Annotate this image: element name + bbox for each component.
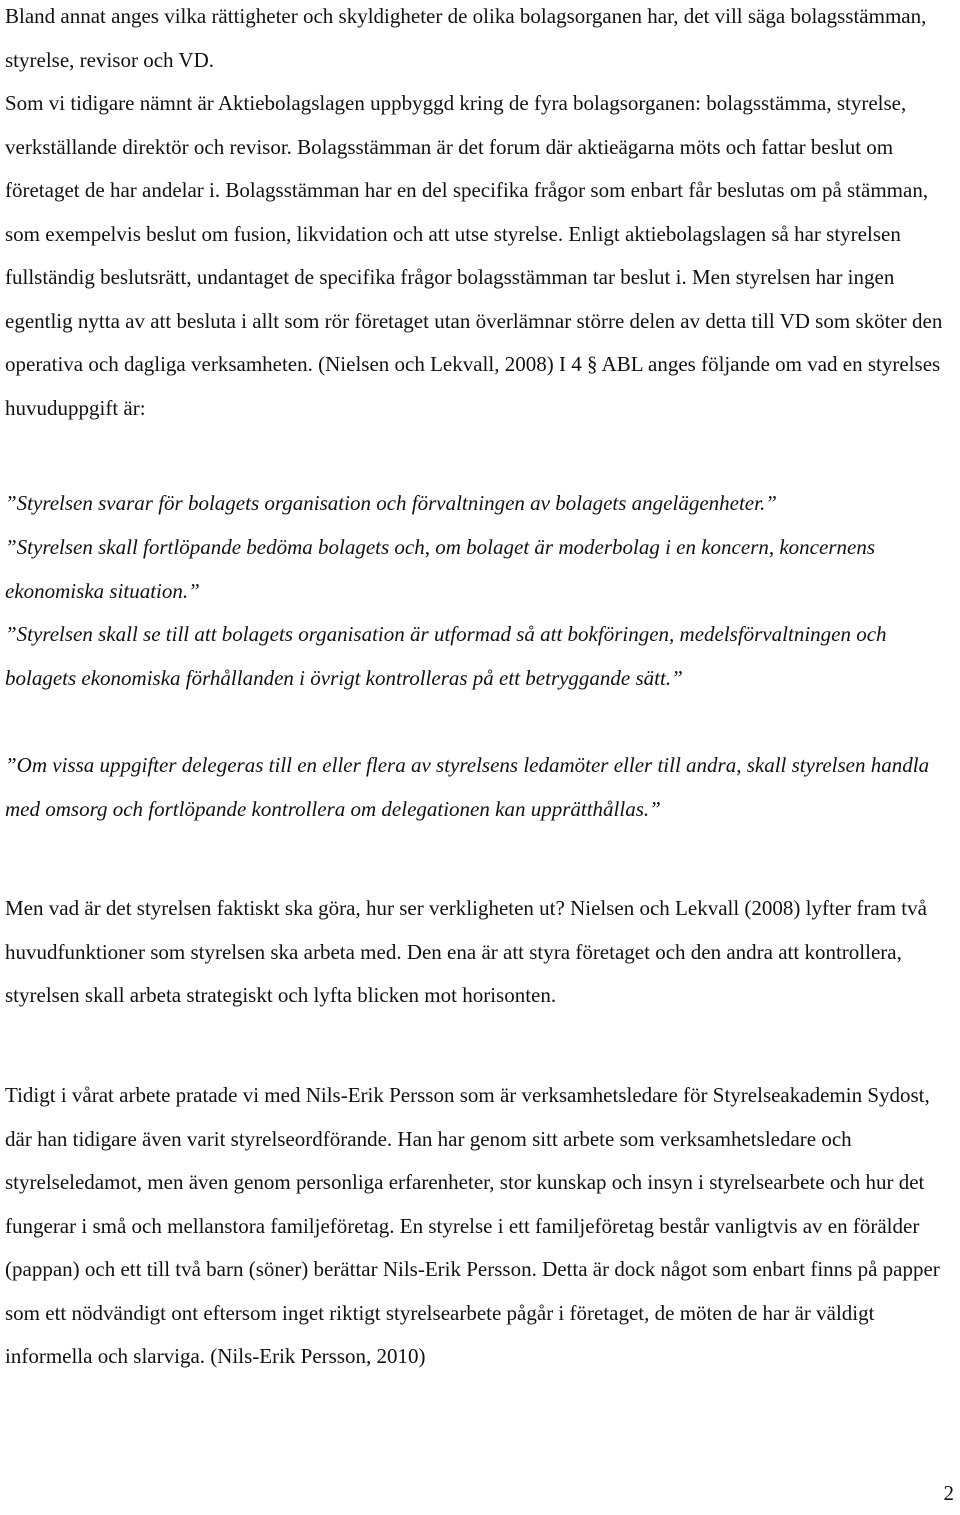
paragraph-company-organs: Som vi tidigare nämnt är Aktiebolagslagen uppbyggd kring de fyra bolagsorganen: bolagsstämma, styrelse, verkställande direktör och revisor. Bolagsstämman är det forum där aktieägarna möts och fattar beslut om företaget de har andelar i. Bolagsstämman har en del specifika frågor som enbart får beslutas om på stämman, som exempelvis beslut om fusion, likvidation och att utse styrelse. Enligt aktiebolagslagen så har styrelsen fullständig beslutsrätt, undantaget de specifika frågor bolagsstämman tar beslut i. Men styrelsen har ingen egentlig nytta av att besluta i allt som rör företaget utan överlämnar större delen av detta till VD som sköter den operativa och dagliga verksamheten. (Nielsen och Lekvall, 2008) I 4 § ABL anges följande om vad en styrelses huvuduppgift är: xyxy=(5,91,943,420)
quote-board-delegation: ”Om vissa uppgifter delegeras till en eller flera av styrelsens ledamöter eller till andra, skall styrelsen handla med omsorg och fortlöpande kontrollera om delegationen kan upprätthållas.” xyxy=(5,753,930,821)
quote-board-organisation: ”Styrelsen svarar för bolagets organisation och förvaltningen av bolagets angelägenheter.” xyxy=(5,491,777,515)
quote-board-control: ”Styrelsen skall se till att bolagets organisation är utformad så att bokföringen, medelsförvaltningen och bolagets ekonomiska förhållanden i övrigt kontrolleras på ett betryggande sätt.” xyxy=(5,622,887,690)
paragraph-rights-duties: Bland annat anges vilka rättigheter och skyldigheter de olika bolagsorganen har, det vill säga bolagsstämman, styrelse, revisor och VD. xyxy=(5,4,927,72)
page-number: 2 xyxy=(943,1481,954,1505)
paragraph-board-functions: Men vad är det styrelsen faktiskt ska göra, hur ser verkligheten ut? Nielsen och Lekvall (2008) lyfter fram två huvudfunktioner som styrelsen ska arbeta med. Den ena är att styra företaget och den andra att kontrollera, styrelsen skall arbeta strategiskt och lyfta blicken mot horisonten. xyxy=(5,896,927,1007)
paragraph-interview: Tidigt i vårat arbete pratade vi med Nils-Erik Persson som är verksamhetsledare för Styrelseakademin Sydost, där han tidigare även varit styrelseordförande. Han har genom sitt arbete som verksamhetsledare och styrelseledamot, men även genom personliga erfarenheter, stor kunskap och insyn i styrelsearbete och hur det fungerar i små och mellanstora familjeföretag. En styrelse i ett familjeföretag består vanligtvis av en förälder (pappan) och ett till två barn (söner) berättar Nils-Erik Persson. Detta är dock något som enbart finns på papper som ett nödvändigt ont eftersom inget riktigt styrelsearbete pågår i företaget, de möten de har är väldigt informella och slarviga. (Nils-Erik Persson, 2010) xyxy=(5,1083,940,1368)
quote-board-assessment: ”Styrelsen skall fortlöpande bedöma bolagets och, om bolaget är moderbolag i en koncern, koncernens ekonomiska situation.” xyxy=(5,535,875,603)
